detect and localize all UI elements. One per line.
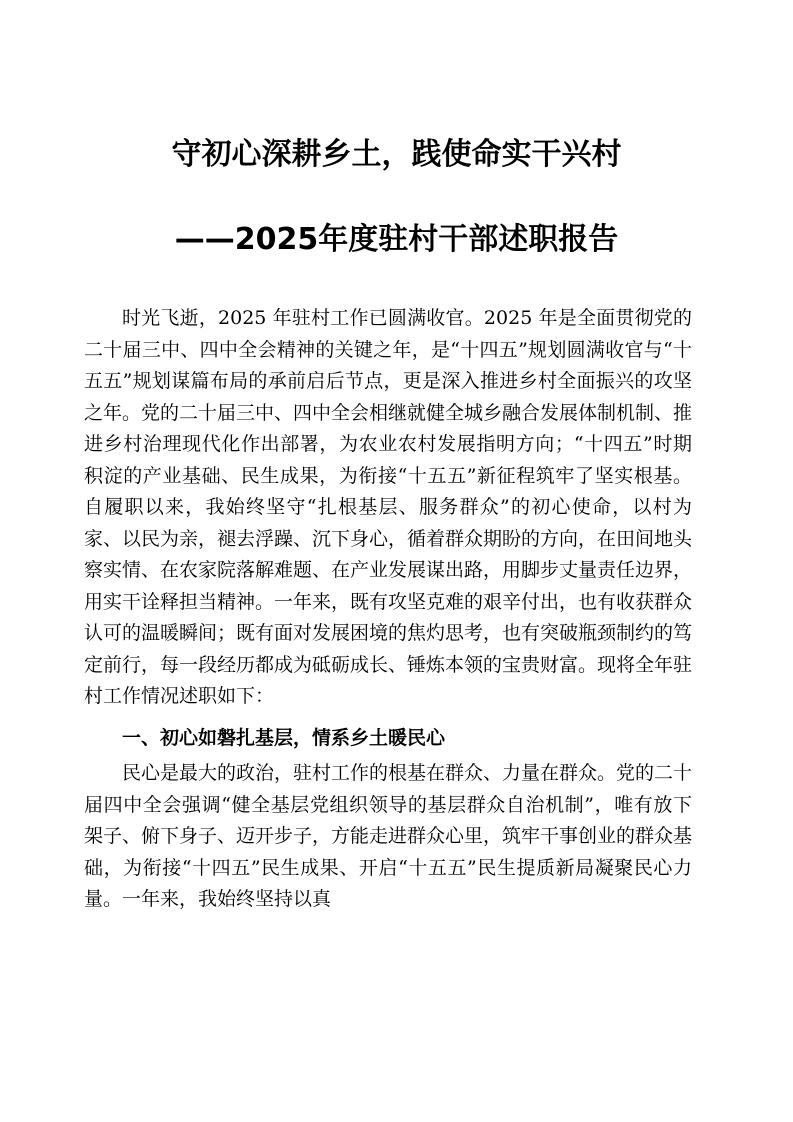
intro-paragraph: 时光飞逝，2025 年驻村工作已圆满收官。2025 年是全面贯彻党的二十届三中、四中全会精神的关键之年，是“十四五”规划圆满收官与“十五五”规划谋篇布局的承前启后节点，更是深入推进乡村全面振兴的攻坚之年。党的二十届三中、四中全会相继就健全城乡融合发展体制机制、推进乡村治理现代化作出部署，为农业农村发展指明方向；“十四五”时期积淀的产业基础、民生成果，为衔接“十五五”新征程筑牢了坚实根基。自履职以来，我始终坚守“扎根基层、服务群众”的初心使命，以村为家、以民为亲，褪去浮躁、沉下身心，循着群众期盼的方向，在田间地头察实情、在农家院落解难题、在产业发展谋出路，用脚步丈量责任边界，用实干诠释担当精神。一年来，既有攻坚克难的艰辛付出，也有收获群众认可的温暖瞬间；既有面对发展困境的焦灼思考，也有突破瓶颈制约的笃定前行，每一段经历都成为砥砺成长、锤炼本领的宝贵财富。现将全年驻村工作情况述职如下： (84, 307, 693, 707)
document-title: 守初心深耕乡土，践使命实干兴村 (171, 137, 622, 172)
section-heading: 一、初心如磐扎基层，情系乡土暖民心 (122, 726, 446, 749)
document-body (84, 303, 692, 916)
document-subtitle: ——2025年度驻村干部述职报告 (174, 222, 619, 257)
section-paragraph: 民心是最大的政治，驻村工作的根基在群众、力量在群众。党的二十届四中全会强调“健全基层党组织领导的基层群众自治机制”，唯有放下架子、俯下身子、迈开步子，方能走进群众心里，筑牢干事创业的群众基础，为衔接“十四五”民生成果、开启“十五五”民生提质新局凝聚民心力量。一年来，我始终坚持以真 (84, 762, 693, 910)
